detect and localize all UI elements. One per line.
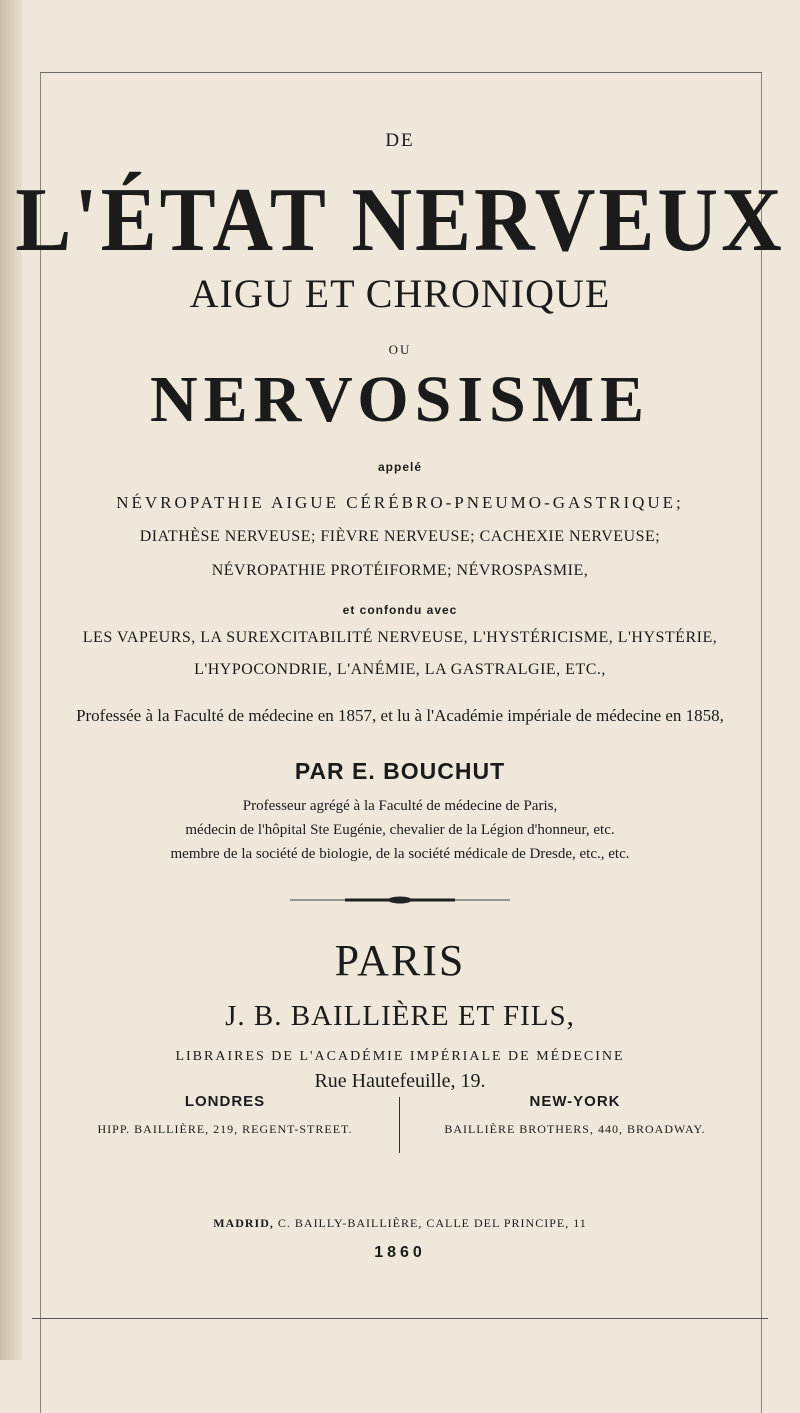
- subtitle: AIGU ET CHRONIQUE: [189, 271, 611, 316]
- title-nervosisme: NERVOSISME: [149, 363, 651, 436]
- branch-london: [60, 1093, 390, 1137]
- branch-city: LONDRES: [184, 1093, 266, 1110]
- madrid-city: MADRID,: [213, 1216, 274, 1230]
- designation-line: NÉVROPATHIE AIGUE CÉRÉBRO-PNEUMO-GASTRIQUE;: [116, 493, 684, 512]
- branch-city: NEW-YORK: [529, 1093, 621, 1110]
- author-credential: membre de la société de biologie, de la société médicale de Dresde, etc., etc.: [170, 846, 630, 862]
- author-credential: Professeur agrégé à la Faculté de médecine de Paris,: [242, 798, 558, 814]
- imprint-city: PARIS: [334, 936, 466, 985]
- branch-address: HIPP. BAILLIÈRE, 219, REGENT-STREET.: [97, 1122, 353, 1136]
- bottom-rule: [32, 1318, 768, 1319]
- publisher-name: J. B. BAILLIÈRE ET FILS,: [225, 1000, 575, 1032]
- publisher-street: Rue Hautefeuille, 19.: [314, 1070, 486, 1092]
- confusion-line: L'HYPOCONDRIE, L'ANÉMIE, LA GASTRALGIE, ETC.,: [194, 661, 606, 678]
- designation-line: NÉVROPATHIE PROTÉIFORME; NÉVROSPASMIE,: [211, 562, 589, 579]
- branch-madrid: [0, 1216, 800, 1231]
- branch-new-york: [410, 1093, 740, 1137]
- publication-year: 1860: [374, 1244, 426, 1261]
- title-ou: OU: [388, 342, 412, 357]
- title-de: DE: [385, 130, 415, 151]
- main-title: L'ÉTAT NERVEUX: [15, 170, 785, 271]
- author-byline: PAR E. BOUCHUT: [294, 758, 506, 784]
- branch-address: BAILLIÈRE BROTHERS, 440, BROADWAY.: [444, 1122, 706, 1136]
- professed-note: Professée à la Faculté de médecine en 1857, et lu à l'Académie impériale de médecine en 1858,: [76, 706, 724, 725]
- label-confondu: et confondu avec: [342, 603, 458, 617]
- branch-divider: [399, 1097, 400, 1153]
- branch-offices: [60, 1093, 740, 1163]
- designation-line: DIATHÈSE NERVEUSE; FIÈVRE NERVEUSE; CACHEXIE NERVEUSE;: [139, 528, 661, 545]
- label-appele: appelé: [377, 460, 422, 474]
- confusion-line: LES VAPEURS, LA SUREXCITABILITÉ NERVEUSE, L'HYSTÉRICISME, L'HYSTÉRIE,: [82, 629, 718, 646]
- ornamental-rule: [290, 895, 510, 905]
- publisher-role: LIBRAIRES DE L'ACADÉMIE IMPÉRIALE DE MÉDECINE: [175, 1049, 625, 1064]
- author-credential: médecin de l'hôpital Ste Eugénie, chevalier de la Légion d'honneur, etc.: [185, 822, 615, 838]
- madrid-address: C. BAILLY-BAILLIÈRE, CALLE DEL PRINCIPE, 11: [277, 1216, 587, 1230]
